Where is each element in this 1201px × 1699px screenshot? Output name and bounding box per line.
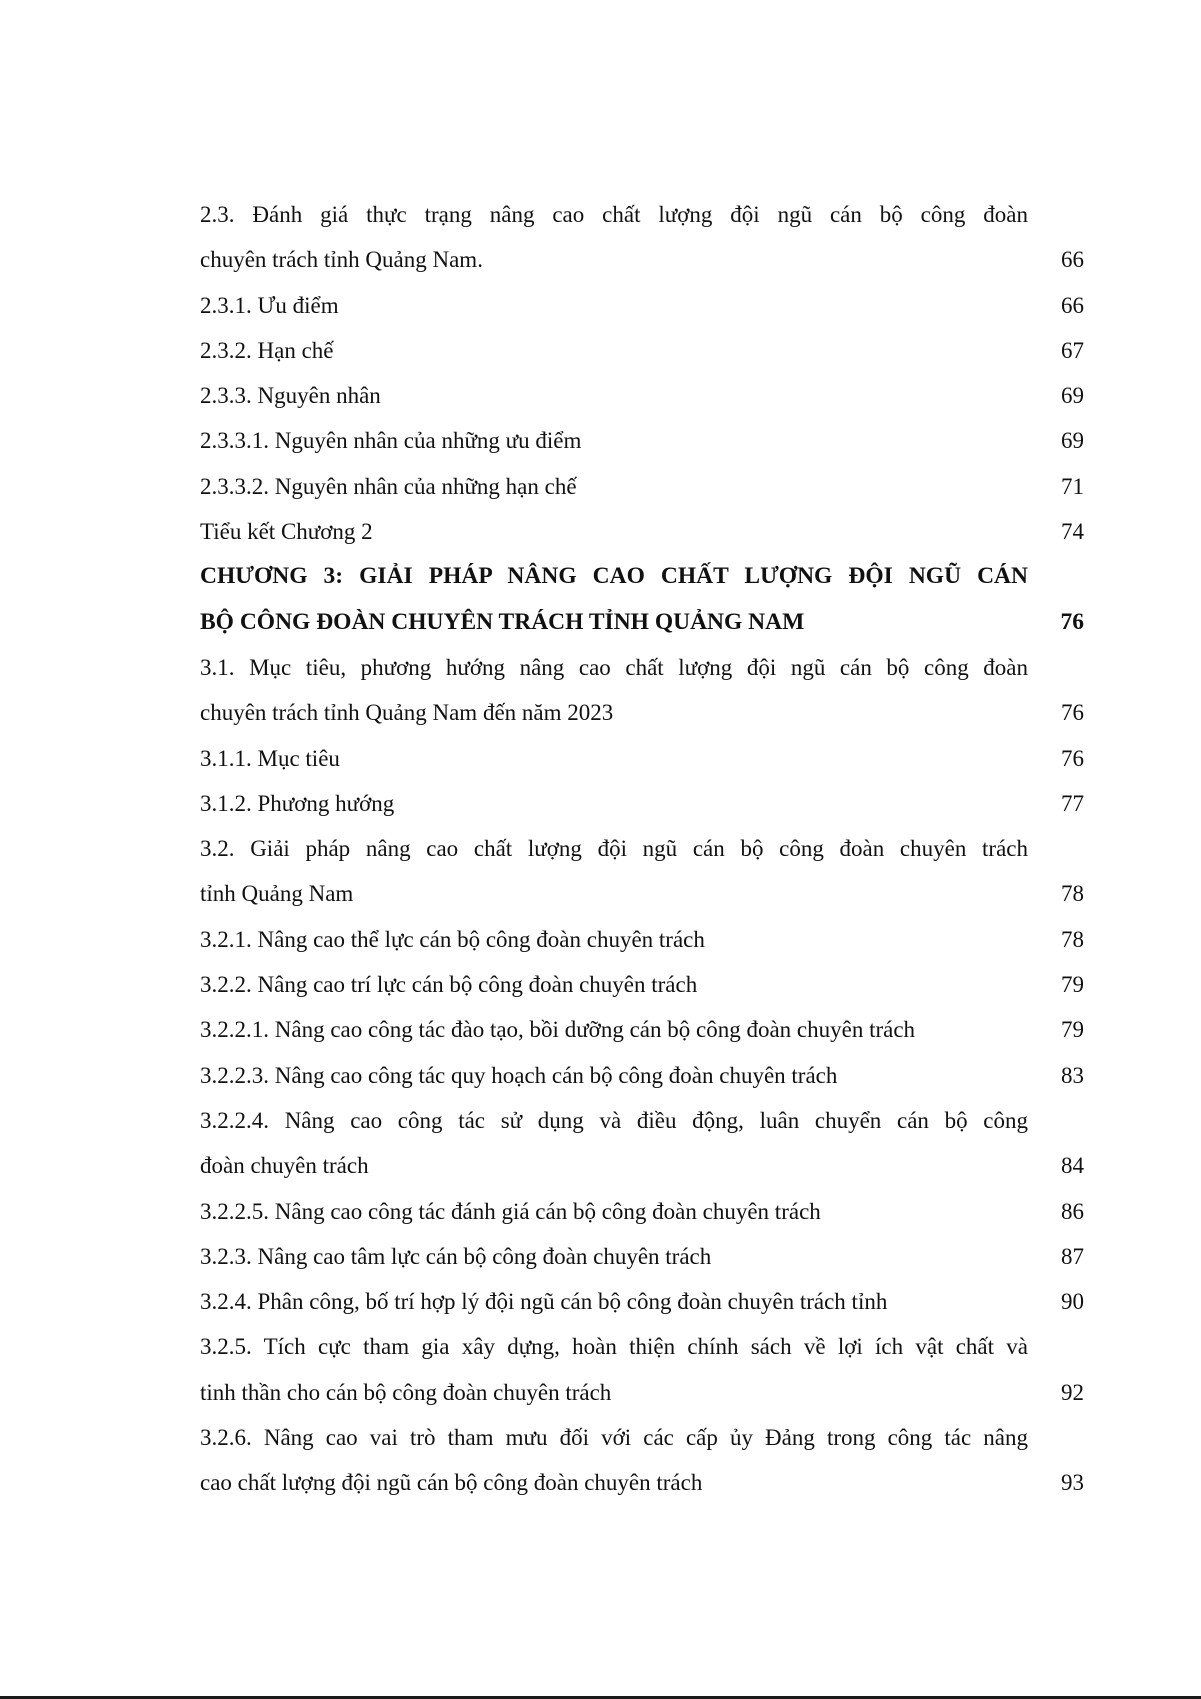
toc-entry-page-number: 67 [1061, 337, 1084, 363]
table-of-contents [200, 192, 1084, 1506]
toc-entry-text: Tiểu kết Chương 2 [200, 519, 373, 545]
toc-entry-text: 2.3.1. Ưu điểm [200, 292, 339, 318]
toc-entry-text: 3.2.5. Tích cực tham gia xây dựng, hoàn thiện chính sách về lợi ích vật chất và [200, 1334, 1028, 1360]
toc-entry-text: 2.3.3.2. Nguyên nhân của những hạn chế [200, 473, 577, 499]
toc-entry [200, 1098, 1084, 1143]
toc-entry [200, 1279, 1084, 1324]
toc-entry [200, 1460, 1084, 1505]
toc-entry-page-number: 66 [1061, 247, 1084, 273]
toc-entry [200, 1234, 1084, 1279]
toc-entry-text: 2.3.3.1. Nguyên nhân của những ưu điểm [200, 428, 582, 454]
toc-entry-page-number: 69 [1061, 428, 1084, 454]
toc-entry-page-number: 84 [1061, 1153, 1084, 1179]
toc-entry-text: chuyên trách tỉnh Quảng Nam. [200, 247, 483, 273]
toc-entry [200, 1053, 1084, 1098]
toc-entry [200, 554, 1084, 599]
toc-entry-page-number: 77 [1061, 790, 1084, 816]
toc-entry-text: 3.2.3. Nâng cao tâm lực cán bộ công đoàn chuyên trách [200, 1243, 712, 1269]
toc-entry-text: 3.1. Mục tiêu, phương hướng nâng cao chất lượng đội ngũ cán bộ công đoàn [200, 654, 1028, 680]
toc-entry [200, 871, 1084, 916]
toc-entry-text: 2.3.3. Nguyên nhân [200, 383, 381, 409]
toc-entry-text: chuyên trách tỉnh Quảng Nam đến năm 2023 [200, 700, 614, 726]
toc-entry [200, 1370, 1084, 1415]
toc-entry-text: CHƯƠNG 3: GIẢI PHÁP NÂNG CAO CHẤT LƯỢNG ĐỘI NGŨ CÁN [200, 563, 1028, 590]
toc-entry [200, 1143, 1084, 1188]
toc-entry [200, 600, 1084, 645]
toc-entry [200, 283, 1084, 328]
toc-entry-text: đoàn chuyên trách [200, 1153, 369, 1179]
toc-entry [200, 373, 1084, 418]
toc-entry [200, 237, 1084, 282]
toc-entry [200, 826, 1084, 871]
toc-entry [200, 690, 1084, 735]
toc-entry-page-number: 93 [1061, 1470, 1084, 1496]
toc-entry-text: tỉnh Quảng Nam [200, 881, 354, 907]
toc-entry-page-number: 83 [1061, 1062, 1084, 1088]
toc-entry [200, 418, 1084, 463]
toc-entry [200, 962, 1084, 1007]
toc-entry-text: tinh thần cho cán bộ công đoàn chuyên trách [200, 1379, 612, 1405]
toc-entry-text: 3.1.1. Mục tiêu [200, 745, 340, 771]
toc-entry [200, 1415, 1084, 1460]
toc-entry-page-number: 86 [1061, 1198, 1084, 1224]
toc-entry-page-number: 79 [1061, 972, 1084, 998]
toc-entry-text: 3.2.2. Nâng cao trí lực cán bộ công đoàn chuyên trách [200, 972, 698, 998]
toc-entry [200, 1189, 1084, 1234]
toc-entry-page-number: 76 [1061, 700, 1084, 726]
toc-entry [200, 917, 1084, 962]
toc-entry-page-number: 76 [1060, 608, 1084, 635]
toc-entry-page-number: 78 [1061, 926, 1084, 952]
toc-entry-text: 3.2.2.1. Nâng cao công tác đào tạo, bồi dưỡng cán bộ công đoàn chuyên trách [200, 1017, 916, 1043]
toc-entry-page-number: 87 [1061, 1243, 1084, 1269]
toc-entry-page-number: 92 [1061, 1379, 1084, 1405]
toc-entry-text: 3.2.4. Phân công, bố trí hợp lý đội ngũ cán bộ công đoàn chuyên trách tỉnh [200, 1289, 888, 1315]
toc-entry [200, 1007, 1084, 1052]
toc-entry [200, 509, 1084, 554]
toc-entry-text: cao chất lượng đội ngũ cán bộ công đoàn chuyên trách [200, 1470, 703, 1496]
toc-entry-text: BỘ CÔNG ĐOÀN CHUYÊN TRÁCH TỈNH QUẢNG NAM [200, 608, 805, 635]
toc-entry-text: 3.2.1. Nâng cao thể lực cán bộ công đoàn chuyên trách [200, 926, 705, 952]
toc-entry-page-number: 76 [1061, 745, 1084, 771]
toc-entry-page-number: 74 [1061, 519, 1084, 545]
toc-entry-page-number: 66 [1061, 292, 1084, 318]
toc-entry [200, 1324, 1084, 1369]
toc-entry-page-number: 78 [1061, 881, 1084, 907]
toc-entry [200, 736, 1084, 781]
toc-entry [200, 645, 1084, 690]
toc-entry-page-number: 90 [1061, 1289, 1084, 1315]
toc-entry-page-number: 69 [1061, 383, 1084, 409]
toc-entry-text: 3.2. Giải pháp nâng cao chất lượng đội ngũ cán bộ công đoàn chuyên trách [200, 836, 1028, 862]
toc-entry-text: 3.2.2.4. Nâng cao công tác sử dụng và điều động, luân chuyển cán bộ công [200, 1107, 1028, 1133]
toc-entry-page-number: 79 [1061, 1017, 1084, 1043]
toc-entry-text: 3.2.2.5. Nâng cao công tác đánh giá cán bộ công đoàn chuyên trách [200, 1198, 821, 1224]
toc-entry-text: 3.2.6. Nâng cao vai trò tham mưu đối với các cấp ủy Đảng trong công tác nâng [200, 1425, 1028, 1451]
toc-entry-text: 2.3.2. Hạn chế [200, 337, 334, 363]
toc-entry-text: 3.2.2.3. Nâng cao công tác quy hoạch cán bộ công đoàn chuyên trách [200, 1062, 838, 1088]
toc-entry [200, 781, 1084, 826]
toc-entry [200, 192, 1084, 237]
toc-entry-text: 2.3. Đánh giá thực trạng nâng cao chất lượng đội ngũ cán bộ công đoàn [200, 202, 1028, 227]
toc-entry-text: 3.1.2. Phương hướng [200, 790, 395, 816]
toc-entry [200, 328, 1084, 373]
toc-entry [200, 464, 1084, 509]
toc-entry-page-number: 71 [1061, 473, 1084, 499]
